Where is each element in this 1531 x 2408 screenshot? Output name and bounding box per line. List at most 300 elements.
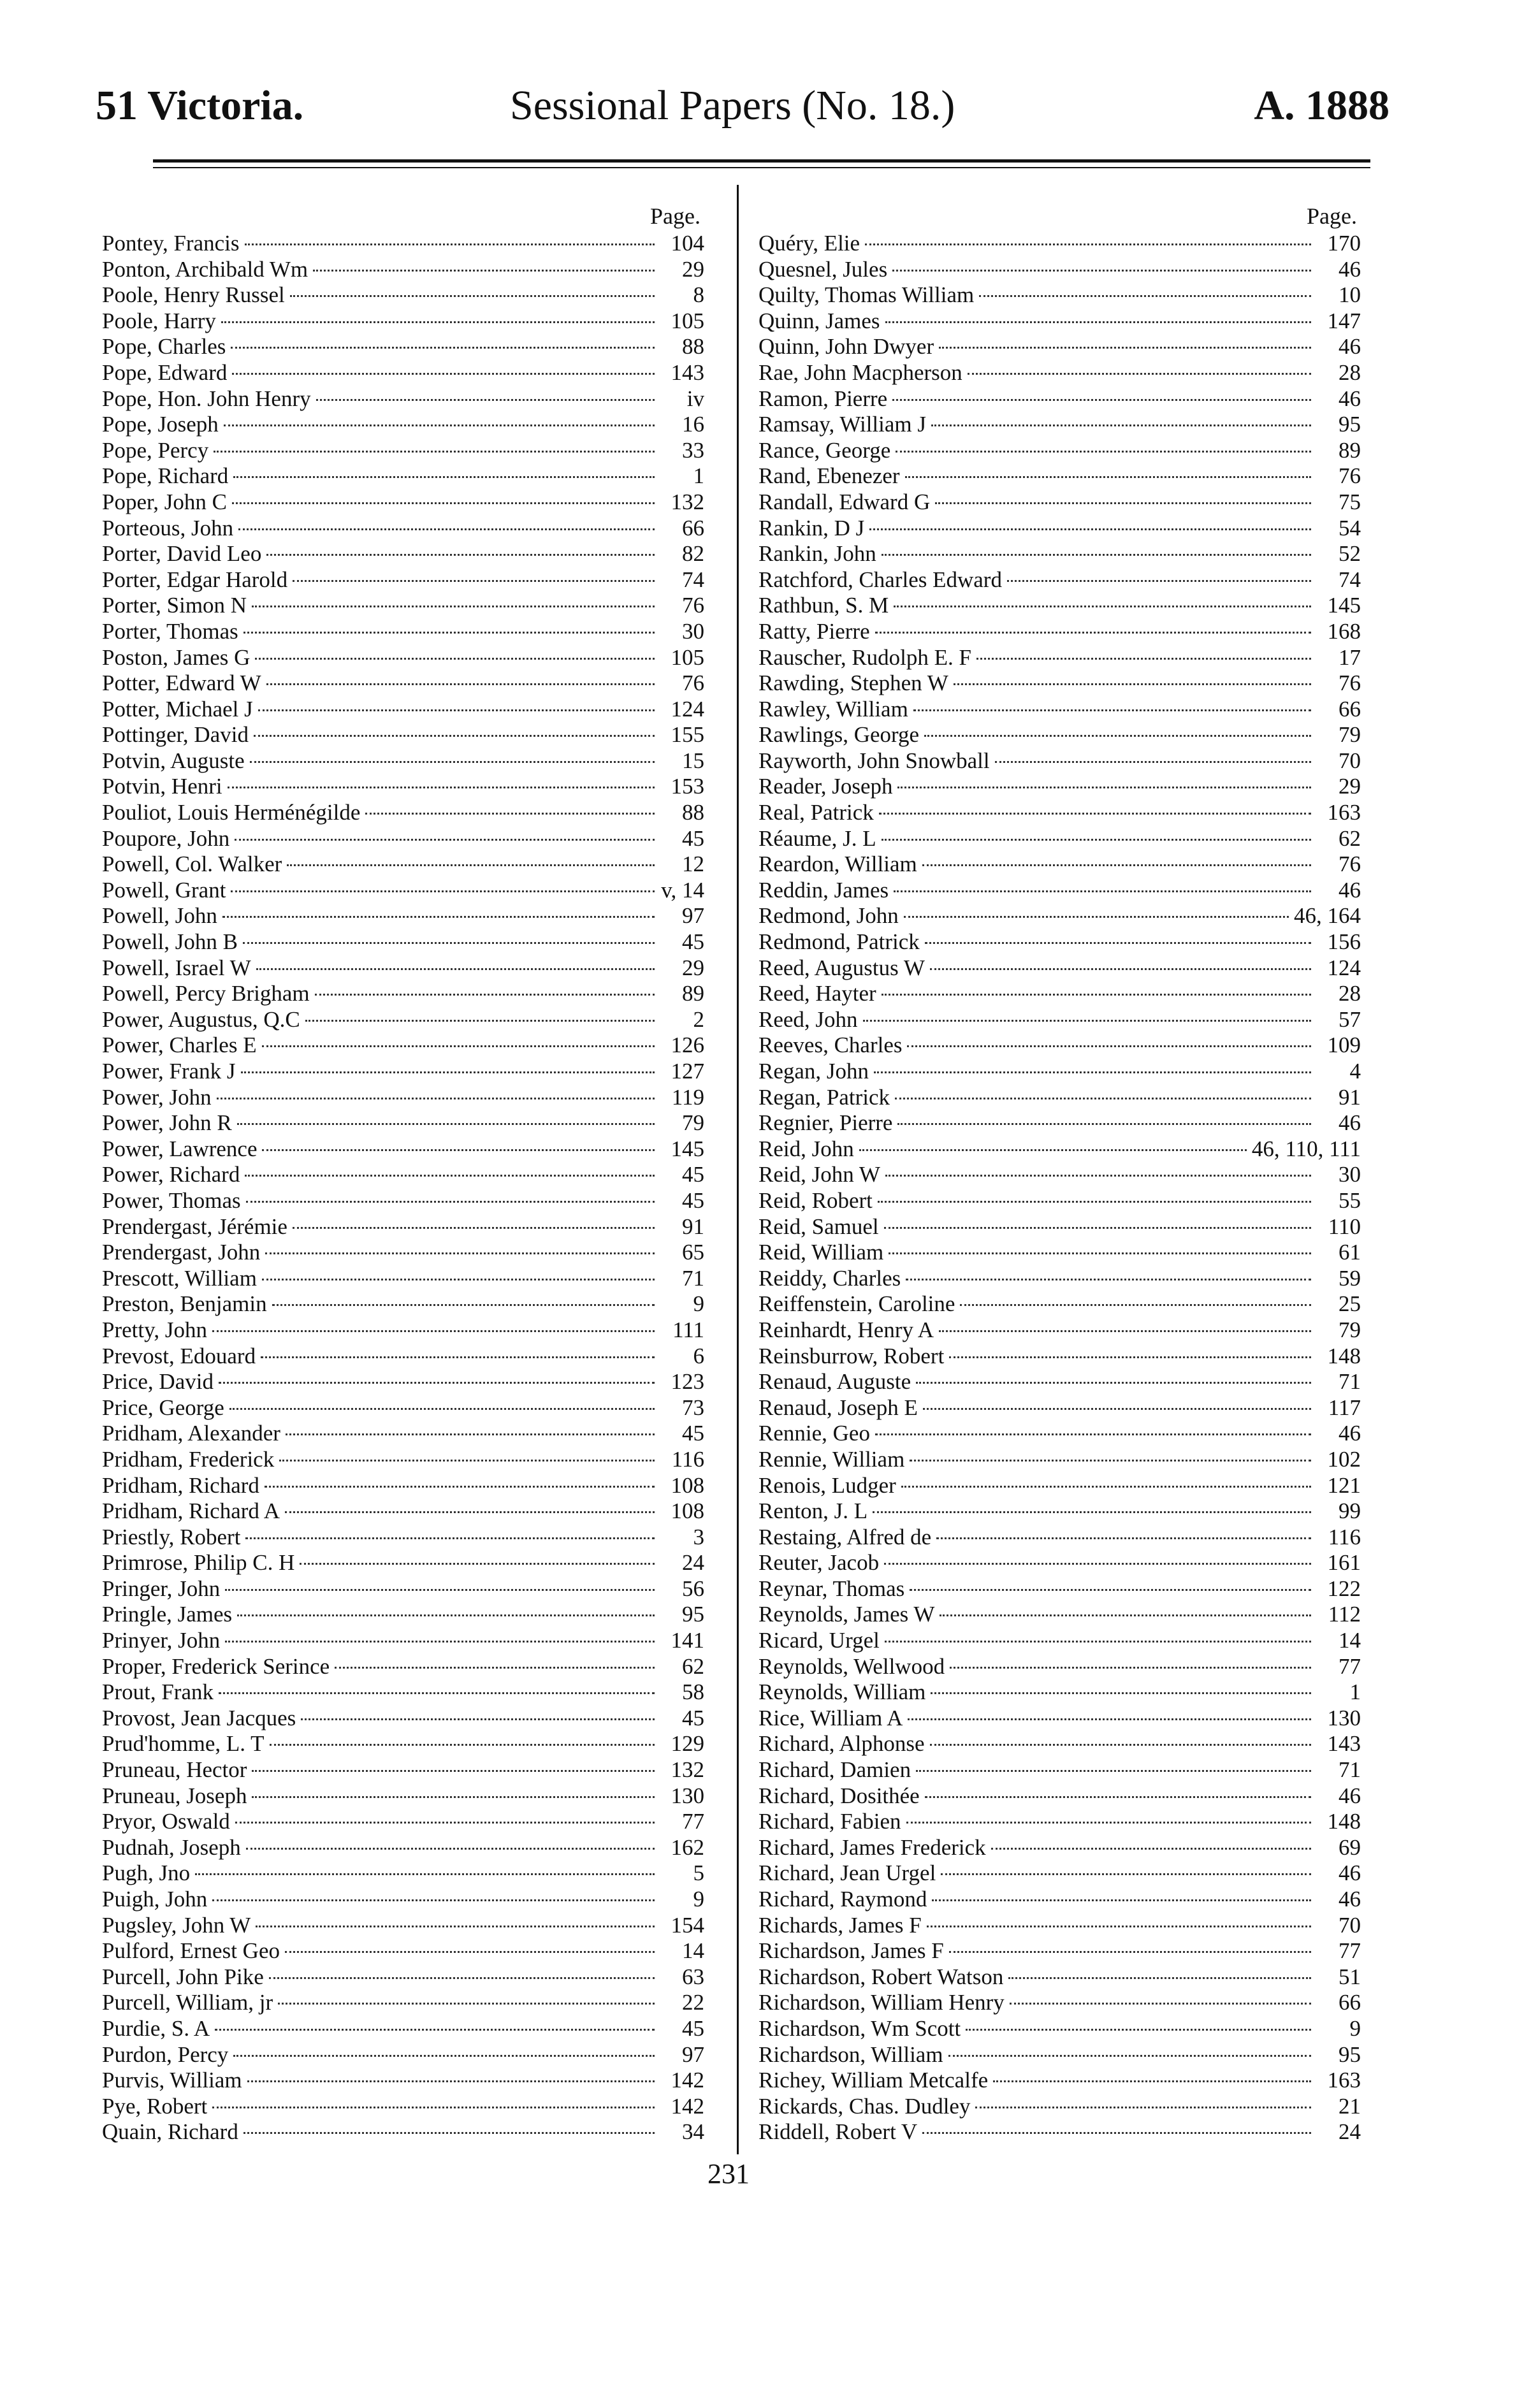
- entry-name: Reuter, Jacob: [758, 1550, 880, 1576]
- entry-name: Redmond, John: [758, 903, 899, 929]
- index-entry: [758, 981, 1361, 1007]
- dot-leader: [979, 295, 1311, 297]
- entry-page: 45: [682, 2015, 704, 2041]
- entry-name: Real, Patrick: [758, 800, 874, 825]
- entry-page: 1: [1349, 1679, 1361, 1705]
- index-entry: [102, 903, 704, 929]
- index-entry: [102, 1913, 704, 1939]
- dot-leader: [243, 632, 655, 634]
- index-entry: [102, 1731, 704, 1757]
- entry-page: 148: [1327, 1809, 1361, 1834]
- entry-page: 112: [1328, 1602, 1361, 1627]
- entry-page: 155: [671, 722, 704, 748]
- entry-page: 99: [1339, 1498, 1361, 1524]
- dot-leader: [897, 787, 1311, 788]
- entry-name: Pridham, Richard A: [102, 1498, 280, 1524]
- dot-leader: [255, 658, 655, 660]
- index-entry: [102, 1240, 704, 1266]
- entry-page: 126: [671, 1033, 704, 1058]
- dot-leader: [910, 1460, 1311, 1461]
- dot-leader: [879, 813, 1311, 815]
- entry-page: 88: [682, 334, 704, 359]
- entry-page: 46: [1339, 1421, 1361, 1446]
- dot-leader: [222, 916, 655, 918]
- dot-leader: [875, 1433, 1311, 1435]
- index-entry: [102, 878, 704, 904]
- dot-leader: [993, 2080, 1311, 2082]
- entry-name: Quinn, James: [758, 308, 880, 333]
- entry-name: Prescott, William: [102, 1265, 257, 1291]
- entry-page: 9: [1349, 2015, 1361, 2041]
- index-entry: [102, 774, 704, 800]
- entry-page: 46: [1339, 1110, 1361, 1136]
- dot-leader: [960, 1304, 1311, 1306]
- entry-name: Reed, Hayter: [758, 981, 876, 1006]
- entry-name: Pridham, Alexander: [102, 1421, 280, 1446]
- entry-name: Reddin, James: [758, 877, 889, 903]
- index-entry: [758, 774, 1361, 800]
- entry-page: 79: [1339, 1317, 1361, 1342]
- entry-name: Prendergast, Jérémie: [102, 1214, 287, 1239]
- dot-leader: [930, 1744, 1311, 1746]
- index-entry: [102, 1679, 704, 1706]
- entry-name: Pontey, Francis: [102, 231, 240, 256]
- entry-name: Reynolds, William: [758, 1679, 926, 1705]
- entry-page: 77: [1339, 1653, 1361, 1679]
- entry-name: Renaud, Joseph E: [758, 1395, 918, 1420]
- entry-name: Rankin, D J: [758, 515, 865, 540]
- entry-page: 77: [1339, 1938, 1361, 1964]
- entry-name: Reiddy, Charles: [758, 1265, 901, 1291]
- index-column-right: [758, 203, 1361, 2166]
- entry-name: Powell, John: [102, 903, 217, 929]
- entry-page: 46: [1339, 1887, 1361, 1911]
- entry-page: 46, 164: [1294, 903, 1361, 929]
- entry-page: 29: [682, 256, 704, 282]
- entry-page: 6: [693, 1343, 704, 1368]
- column-divider: [737, 185, 739, 2154]
- dot-leader: [949, 1951, 1311, 1953]
- dot-leader: [270, 1744, 655, 1746]
- index-entry: [758, 1033, 1361, 1059]
- entry-name: Reid, John W: [758, 1162, 880, 1187]
- index-entry: [758, 541, 1361, 567]
- dot-leader: [252, 1796, 655, 1798]
- dot-leader: [231, 890, 655, 892]
- index-entry: [102, 1938, 704, 1964]
- entry-page: 147: [1327, 308, 1361, 333]
- index-entry: [102, 1887, 704, 1913]
- entry-name: Poupore, John: [102, 825, 230, 851]
- entry-name: Potvin, Auguste: [102, 748, 245, 773]
- index-entry: [102, 1110, 704, 1136]
- index-entry: [758, 2068, 1361, 2094]
- entry-name: Primrose, Philip C. H: [102, 1550, 295, 1576]
- entry-name: Richard, Alphonse: [758, 1731, 925, 1757]
- index-entry: [102, 1136, 704, 1163]
- dot-leader: [916, 1770, 1311, 1772]
- entry-page: 79: [682, 1110, 704, 1136]
- dot-leader: [224, 424, 655, 426]
- index-entry: [758, 386, 1361, 412]
- entry-page: 88: [682, 800, 704, 825]
- entry-page: 110: [1328, 1214, 1361, 1239]
- dot-leader: [878, 1201, 1311, 1203]
- dot-leader: [219, 1692, 655, 1694]
- entry-name: Rawlings, George: [758, 722, 920, 748]
- entry-name: Purvis, William: [102, 2068, 242, 2093]
- dot-leader: [940, 1614, 1311, 1616]
- dot-leader: [884, 1563, 1311, 1565]
- dot-leader: [286, 1433, 655, 1435]
- dot-leader: [215, 2029, 655, 2031]
- entry-name: Richardson, Wm Scott: [758, 2015, 961, 2041]
- dot-leader: [293, 580, 655, 582]
- dot-leader: [874, 1071, 1311, 1073]
- index-entry: [102, 1085, 704, 1111]
- entry-name: Riddell, Robert V: [758, 2119, 918, 2145]
- index-entry: [758, 1085, 1361, 1111]
- dot-leader: [991, 1848, 1311, 1850]
- index-entry: [102, 2068, 704, 2094]
- entry-name: Power, John: [102, 1084, 212, 1110]
- index-entry: [102, 593, 704, 619]
- dot-leader: [907, 1045, 1311, 1047]
- index-entry: [758, 1266, 1361, 1292]
- dot-leader: [246, 1848, 655, 1850]
- dot-leader: [279, 1460, 655, 1461]
- entry-name: Prendergast, John: [102, 1240, 261, 1265]
- entry-name: Ratchford, Charles Edward: [758, 567, 1002, 592]
- index-entry: [102, 257, 704, 283]
- index-entry: [758, 929, 1361, 955]
- index-entry: [758, 308, 1361, 335]
- entry-page: 132: [671, 489, 704, 514]
- dot-leader: [237, 1123, 655, 1125]
- dot-leader: [241, 1071, 655, 1073]
- index-entry: [758, 1938, 1361, 1964]
- index-entry: [758, 722, 1361, 748]
- entry-page: 74: [682, 567, 704, 592]
- index-list-left: [102, 231, 704, 2145]
- entry-page: 130: [671, 1783, 704, 1808]
- entry-name: Reiffenstein, Caroline: [758, 1291, 955, 1317]
- dot-leader: [939, 1330, 1311, 1332]
- entry-page: 12: [682, 852, 704, 877]
- entry-page: 91: [1339, 1084, 1361, 1110]
- dot-leader: [1008, 1977, 1311, 1979]
- running-header: [96, 82, 1390, 145]
- entry-page: 163: [1327, 2068, 1361, 2093]
- entry-name: Pringle, James: [102, 1602, 233, 1627]
- entry-name: Porter, Simon N: [102, 593, 247, 618]
- index-entry: [102, 1291, 704, 1317]
- dot-leader: [250, 761, 655, 763]
- entry-page: 156: [1327, 929, 1361, 955]
- entry-page: 76: [1339, 852, 1361, 877]
- dot-leader: [243, 942, 655, 944]
- dot-leader: [885, 1641, 1311, 1643]
- index-entry: [102, 463, 704, 490]
- entry-page: 51: [1339, 1964, 1361, 1989]
- index-entry: [758, 1679, 1361, 1706]
- entry-name: Richardson, James F: [758, 1938, 944, 1964]
- entry-page: 58: [682, 1679, 704, 1705]
- dot-leader: [873, 1511, 1311, 1513]
- index-entry: [758, 257, 1361, 283]
- entry-page: 65: [682, 1240, 704, 1265]
- dot-leader: [287, 864, 655, 866]
- entry-page: 117: [1328, 1395, 1361, 1420]
- entry-name: Richard, Fabien: [758, 1809, 901, 1834]
- dot-leader: [924, 735, 1311, 737]
- index-entry: [102, 308, 704, 335]
- dot-leader: [229, 1408, 655, 1410]
- entry-name: Powell, Israel W: [102, 955, 251, 980]
- index-entry: [102, 1214, 704, 1240]
- page-column-label: Page.: [650, 203, 700, 229]
- index-entry: [758, 1757, 1361, 1783]
- entry-name: Richard, Dosithée: [758, 1783, 920, 1808]
- index-entry: [758, 1835, 1361, 1861]
- entry-name: Provost, Jean Jacques: [102, 1705, 296, 1730]
- index-entry: [102, 929, 704, 955]
- entry-name: Quilty, Thomas William: [758, 282, 975, 308]
- entry-page: 116: [1328, 1524, 1361, 1549]
- index-entry: [758, 1550, 1361, 1576]
- dot-leader: [906, 1822, 1311, 1824]
- entry-page: 29: [682, 955, 704, 980]
- entry-name: Prevost, Edouard: [102, 1343, 256, 1368]
- entry-page: 76: [1339, 671, 1361, 696]
- index-entry: [102, 1188, 704, 1214]
- index-entry: [758, 1395, 1361, 1421]
- dot-leader: [265, 1486, 655, 1488]
- entry-page: 161: [1327, 1550, 1361, 1576]
- dot-leader: [243, 2132, 655, 2134]
- entry-name: Ricard, Urgel: [758, 1628, 880, 1653]
- entry-name: Reinhardt, Henry A: [758, 1317, 934, 1342]
- entry-name: Prinyer, John: [102, 1628, 221, 1653]
- index-entry: [758, 903, 1361, 929]
- entry-page: 143: [1327, 1731, 1361, 1757]
- dot-leader: [968, 373, 1311, 375]
- dot-leader: [316, 399, 655, 401]
- entry-name: Renois, Ludger: [758, 1472, 896, 1498]
- dot-leader: [939, 347, 1311, 349]
- entry-name: Pryor, Oswald: [102, 1809, 230, 1834]
- index-entry: [758, 2016, 1361, 2042]
- entry-name: Richards, James F: [758, 1912, 922, 1938]
- dot-leader: [293, 1227, 655, 1229]
- entry-name: Porteous, John: [102, 515, 234, 540]
- entry-name: Reader, Joseph: [758, 774, 893, 799]
- dot-leader: [923, 1408, 1311, 1410]
- index-entry: [102, 1007, 704, 1033]
- dot-leader: [995, 761, 1311, 763]
- index-entry: [758, 282, 1361, 308]
- entry-name: Rawding, Stephen W: [758, 671, 948, 696]
- entry-name: Power, Lawrence: [102, 1136, 258, 1161]
- entry-page: 124: [1327, 955, 1361, 980]
- entry-name: Quain, Richard: [102, 2119, 238, 2145]
- entry-page: 119: [671, 1084, 704, 1110]
- dot-leader: [896, 451, 1311, 453]
- index-entry: [758, 645, 1361, 671]
- index-entry: [102, 1266, 704, 1292]
- index-entry: [758, 1913, 1361, 1939]
- dot-leader: [247, 2080, 655, 2082]
- entry-page: 4: [1349, 1059, 1361, 1084]
- index-entry: [102, 981, 704, 1007]
- index-entry: [758, 955, 1361, 982]
- index-entry: [102, 1369, 704, 1395]
- dot-leader: [245, 1537, 655, 1539]
- entry-name: Renton, J. L: [758, 1498, 868, 1524]
- index-entry: [102, 1576, 704, 1602]
- entry-page: 129: [671, 1731, 704, 1757]
- entry-page: 25: [1339, 1291, 1361, 1317]
- dot-leader: [892, 399, 1311, 401]
- entry-name: Rathbun, S. M: [758, 593, 889, 618]
- entry-name: Richardson, William Henry: [758, 1990, 1005, 2015]
- dot-leader: [212, 1899, 655, 1901]
- entry-page: 95: [1339, 412, 1361, 437]
- entry-name: Rankin, John: [758, 541, 876, 567]
- index-entry: [758, 231, 1361, 257]
- index-entry: [102, 567, 704, 593]
- entry-page: 24: [682, 1550, 704, 1576]
- dot-leader: [882, 994, 1311, 996]
- dot-leader: [233, 476, 655, 478]
- entry-name: Richey, William Metcalfe: [758, 2068, 989, 2093]
- dot-leader: [269, 1977, 655, 1979]
- entry-name: Reeves, Charles: [758, 1033, 903, 1058]
- index-entry: [758, 412, 1361, 438]
- index-entry: [102, 1033, 704, 1059]
- index-column-left: [102, 203, 704, 2166]
- dot-leader: [217, 1098, 655, 1099]
- index-entry: [102, 645, 704, 671]
- dot-leader: [975, 2107, 1311, 2108]
- index-entry: [758, 463, 1361, 490]
- dot-leader: [237, 1614, 655, 1616]
- dot-leader: [212, 1330, 655, 1332]
- entry-name: Pridham, Richard: [102, 1472, 259, 1498]
- dot-leader: [892, 270, 1311, 272]
- entry-page: 108: [671, 1498, 704, 1524]
- dot-leader: [931, 424, 1311, 426]
- index-entry: [102, 1498, 704, 1525]
- index-entry: [758, 826, 1361, 852]
- entry-page: 29: [1339, 774, 1361, 799]
- entry-page: 10: [1339, 282, 1361, 308]
- entry-page: 45: [682, 1162, 704, 1187]
- entry-name: Reid, William: [758, 1240, 884, 1265]
- index-entry: [102, 1421, 704, 1447]
- index-entry: [758, 852, 1361, 878]
- entry-page: 57: [1339, 1006, 1361, 1032]
- index-entry: [758, 334, 1361, 360]
- dot-leader: [875, 632, 1311, 634]
- entry-name: Richard, Damien: [758, 1757, 911, 1783]
- index-entry: [102, 334, 704, 360]
- entry-page: 108: [671, 1472, 704, 1498]
- index-entry: [102, 1964, 704, 1991]
- index-entry: [758, 1990, 1361, 2016]
- index-entry: [102, 619, 704, 645]
- index-entry: [758, 1110, 1361, 1136]
- index-entry: [758, 1654, 1361, 1680]
- dot-leader: [266, 683, 655, 685]
- index-entry: [102, 2016, 704, 2042]
- entry-page: 46: [1339, 1860, 1361, 1886]
- index-entry: [102, 1317, 704, 1344]
- page-number: 231: [707, 2158, 750, 2189]
- dot-leader: [910, 1589, 1311, 1591]
- index-entry: [102, 1835, 704, 1861]
- entry-name: Pruneau, Joseph: [102, 1783, 247, 1808]
- index-entry: [758, 1706, 1361, 1732]
- dot-leader: [252, 606, 655, 607]
- index-entry: [102, 955, 704, 982]
- entry-page: 9: [693, 1887, 704, 1911]
- index-entry: [758, 1007, 1361, 1033]
- entry-page: 63: [682, 1964, 704, 1989]
- entry-name: Powell, John B: [102, 929, 238, 955]
- entry-name: Proper, Frederick Serince: [102, 1653, 330, 1679]
- entry-name: Powell, Col. Walker: [102, 852, 282, 877]
- index-entry: [758, 1421, 1361, 1447]
- entry-page: 71: [682, 1265, 704, 1291]
- dot-leader: [869, 528, 1311, 530]
- entry-name: Poston, James G: [102, 644, 250, 670]
- index-entry: [758, 1860, 1361, 1887]
- entry-name: Powell, Percy Brigham: [102, 981, 310, 1006]
- entry-name: Pridham, Frederick: [102, 1446, 275, 1472]
- dot-leader: [214, 451, 655, 453]
- index-entry: [102, 1473, 704, 1499]
- entry-page: 89: [1339, 437, 1361, 463]
- entry-page: 97: [682, 2042, 704, 2067]
- dot-leader: [305, 1020, 655, 1022]
- entry-name: Reinsburrow, Robert: [758, 1343, 945, 1368]
- index-entry: [102, 1602, 704, 1628]
- entry-page: 142: [671, 2068, 704, 2093]
- entry-page: 56: [682, 1576, 704, 1601]
- entry-name: Pope, Charles: [102, 334, 226, 359]
- entry-page: 22: [682, 1990, 704, 2015]
- index-entry: [758, 1317, 1361, 1344]
- entry-page: 145: [671, 1136, 704, 1161]
- dot-leader: [925, 942, 1311, 944]
- entry-name: Richard, Jean Urgel: [758, 1860, 936, 1886]
- dot-leader: [256, 968, 655, 970]
- entry-page: 76: [682, 593, 704, 618]
- entry-name: Poole, Henry Russel: [102, 282, 285, 308]
- header-rule-thick: [153, 159, 1370, 163]
- entry-name: Regan, Patrick: [758, 1084, 890, 1110]
- index-entry: [758, 1240, 1361, 1266]
- entry-page: 62: [682, 1653, 704, 1679]
- index-entry: [102, 541, 704, 567]
- dot-leader: [1010, 2003, 1311, 2005]
- dot-leader: [906, 1279, 1311, 1280]
- dot-leader: [935, 502, 1311, 504]
- index-entry: [758, 1602, 1361, 1628]
- index-entry: [758, 1214, 1361, 1240]
- index-entry: [102, 1162, 704, 1188]
